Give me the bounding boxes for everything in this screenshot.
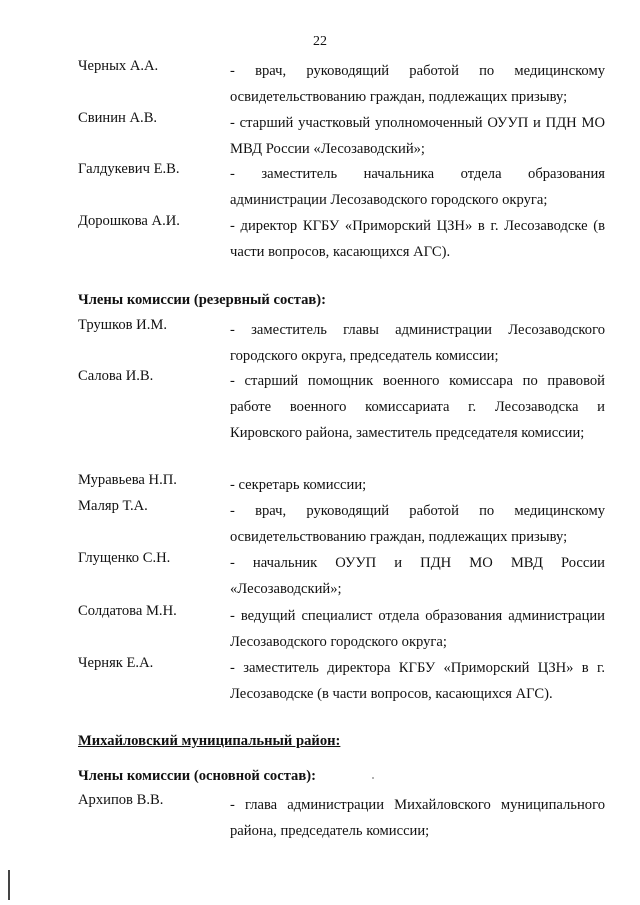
reserve-heading: Члены комиссии (резервный состав): [78, 292, 326, 308]
district-heading: Михайловский муниципальный район: [78, 733, 341, 749]
member-role: - старший помощник военного комиссара по правовой работе военного комиссариата г. Лесозаводска и Кировского района, заместитель председателя комиссии; [230, 373, 605, 441]
member-name: Свинин А.В. [78, 110, 158, 126]
member-role: - начальник ОУУП и ПДН МО МВД России «Лесозаводский»; [230, 555, 605, 597]
scan-speck [372, 777, 374, 779]
main-heading: Члены комиссии (основной состав): [78, 768, 316, 784]
member-name: Галдукевич Е.В. [78, 161, 180, 177]
member-name: Салова И.В. [78, 368, 154, 384]
member-role: - секретарь комиссии; [230, 477, 367, 493]
member-name: Черняк Е.А. [78, 655, 154, 671]
member-name: Трушков И.М. [78, 317, 167, 333]
member-role: - врач, руководящий работой по медицинскому освидетельствованию граждан, подлежащих призыву; [230, 63, 605, 105]
member-name: Черных А.А. [78, 58, 159, 74]
member-name: Маляр Т.А. [78, 498, 148, 514]
member-role: - ведущий специалист отдела образования администрации Лесозаводского городского округа; [230, 608, 605, 650]
page-number: 22 [313, 34, 327, 49]
member-role: - заместитель начальника отдела образования администрации Лесозаводского городского округа; [230, 166, 605, 208]
member-role: - старший участковый уполномоченный ОУУП и ПДН МО МВД России «Лесозаводский»; [230, 115, 605, 157]
member-role: - глава администрации Михайловского муниципального района, председатель комиссии; [230, 797, 605, 839]
member-role: - заместитель главы администрации Лесозаводского городского округа, председатель комиссии; [230, 322, 605, 364]
margin-mark [8, 870, 10, 900]
member-name: Муравьева Н.П. [78, 472, 177, 488]
member-role: - врач, руководящий работой по медицинскому освидетельствованию граждан, подлежащих призыву; [230, 503, 605, 545]
member-name: Архипов В.В. [78, 792, 164, 808]
member-name: Дорошкова А.И. [78, 213, 180, 229]
member-role: - директор КГБУ «Приморский ЦЗН» в г. Лесозаводске (в части вопросов, касающихся АГС). [230, 218, 605, 260]
member-name: Солдатова М.Н. [78, 603, 177, 619]
member-name: Глущенко С.Н. [78, 550, 171, 566]
member-role: - заместитель директора КГБУ «Приморский ЦЗН» в г. Лесозаводске (в части вопросов, касающихся АГС). [230, 660, 605, 702]
